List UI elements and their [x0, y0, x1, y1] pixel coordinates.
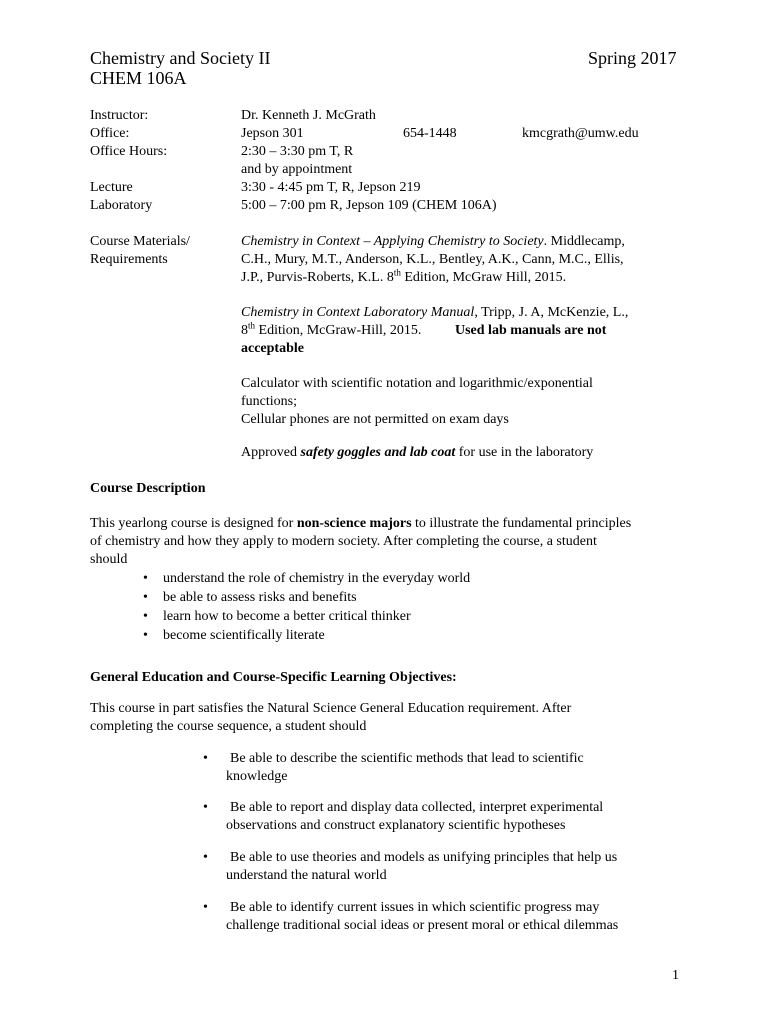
bullet-icon: •: [203, 900, 208, 915]
textbook-edition-end: Edition, McGraw Hill, 2015.: [400, 270, 567, 285]
lecture-label: Lecture: [90, 180, 133, 195]
textbook-title: Chemistry in Context – Applying Chemistry to Society: [241, 234, 544, 249]
course-title: Chemistry and Society II: [90, 48, 271, 68]
office-label: Office:: [90, 126, 130, 141]
textbook-edition-start: J.P., Purvis-Roberts, K.L. 8: [241, 270, 394, 285]
objective-item-line-1: Be able to identify current issues in which scientific progress may: [230, 900, 600, 915]
materials-label: Course Materials/: [90, 234, 190, 249]
lab-manual-line-2: [241, 322, 421, 340]
lab-manual-title: Chemistry in Context Laboratory Manual: [241, 305, 475, 320]
objective-item-line-2: challenge traditional social ideas or present moral or ethical dilemmas: [226, 918, 619, 933]
requirements-label: Requirements: [90, 252, 168, 267]
objective-item-line-1: Be able to use theories and models as unifying principles that help us: [230, 850, 618, 865]
description-post: to illustrate the fundamental principles: [411, 516, 632, 531]
safety-pre: Approved: [241, 445, 301, 460]
safety-post: for use in the laboratory: [455, 445, 594, 460]
lab-manual-edition-end: Edition, McGraw-Hill, 2015.: [255, 323, 422, 338]
objective-item-line-2: understand the natural world: [226, 868, 387, 883]
term: Spring 2017: [588, 48, 677, 68]
course-description-heading: Course Description: [90, 481, 206, 496]
lab-value: 5:00 – 7:00 pm R, Jepson 109 (CHEM 106A): [241, 198, 497, 213]
description-line-1: [90, 515, 631, 533]
description-line-3: should: [90, 552, 128, 567]
phones-policy: Cellular phones are not permitted on exam days: [241, 412, 509, 427]
objectives-intro-line-2: completing the course sequence, a student should: [90, 719, 367, 734]
instructor-label: Instructor:: [90, 108, 149, 123]
calculator-line-1: Calculator with scientific notation and logarithmic/exponential: [241, 376, 593, 391]
office-room: Jepson 301: [241, 126, 304, 141]
lab-manual-notice-end: acceptable: [241, 341, 304, 356]
bullet-icon: •: [203, 850, 208, 865]
bullet-icon: •: [143, 571, 148, 586]
instructor-value: Dr. Kenneth J. McGrath: [241, 108, 376, 123]
lab-manual-authors: , Tripp, J. A, McKenzie, L.,: [474, 305, 629, 320]
textbook-line-2: C.H., Mury, M.T., Anderson, K.L., Bentley, A.K., Cann, M.C., Ellis,: [241, 252, 624, 267]
lab-manual-edition-num: 8: [241, 323, 248, 338]
page-number: 1: [672, 968, 679, 983]
hours-value: 2:30 – 3:30 pm T, R: [241, 144, 354, 159]
lab-manual-edition-sup: th: [248, 320, 256, 331]
lab-manual-line-1: [241, 304, 628, 322]
list-item: become scientifically literate: [163, 628, 325, 643]
textbook-line-3: [241, 269, 566, 287]
objectives-heading: General Education and Course-Specific Learning Objectives:: [90, 670, 457, 685]
textbook-authors-start: . Middlecamp,: [543, 234, 625, 249]
textbook-edition-sup: th: [393, 267, 401, 278]
hours-label: Office Hours:: [90, 144, 168, 159]
office-phone: 654-1448: [403, 126, 457, 141]
lab-label: Laboratory: [90, 198, 153, 213]
list-item: understand the role of chemistry in the everyday world: [163, 571, 471, 586]
list-item: learn how to become a better critical thinker: [163, 609, 411, 624]
bullet-icon: •: [143, 590, 148, 605]
lecture-value: 3:30 - 4:45 pm T, R, Jepson 219: [241, 180, 421, 195]
hours-appointment: and by appointment: [241, 162, 353, 177]
bullet-icon: •: [203, 800, 208, 815]
bullet-icon: •: [143, 609, 148, 624]
objective-item-line-1: Be able to describe the scientific methods that lead to scientific: [230, 751, 584, 766]
objective-item-line-2: observations and construct explanatory scientific hypotheses: [226, 818, 566, 833]
objectives-intro-line-1: This course in part satisfies the Natural Science General Education requirement. After: [90, 701, 572, 716]
course-code: CHEM 106A: [90, 68, 187, 88]
calculator-line-2: functions;: [241, 394, 297, 409]
safety-items: safety goggles and lab coat: [300, 445, 456, 460]
description-audience: non-science majors: [296, 516, 412, 531]
lab-manual-notice: Used lab manuals are not: [455, 323, 607, 338]
description-line-2: of chemistry and how they apply to modern society. After completing the course, a student: [90, 534, 597, 549]
bullet-icon: •: [143, 628, 148, 643]
description-pre: This yearlong course is designed for: [90, 516, 297, 531]
objective-item-line-2: knowledge: [226, 769, 288, 784]
safety-requirement: [241, 444, 593, 462]
textbook-line-1: [241, 233, 625, 251]
list-item: be able to assess risks and benefits: [163, 590, 357, 605]
objective-item-line-1: Be able to report and display data collected, interpret experimental: [230, 800, 604, 815]
office-email[interactable]: kmcgrath@umw.edu: [522, 126, 639, 141]
bullet-icon: •: [203, 751, 208, 766]
